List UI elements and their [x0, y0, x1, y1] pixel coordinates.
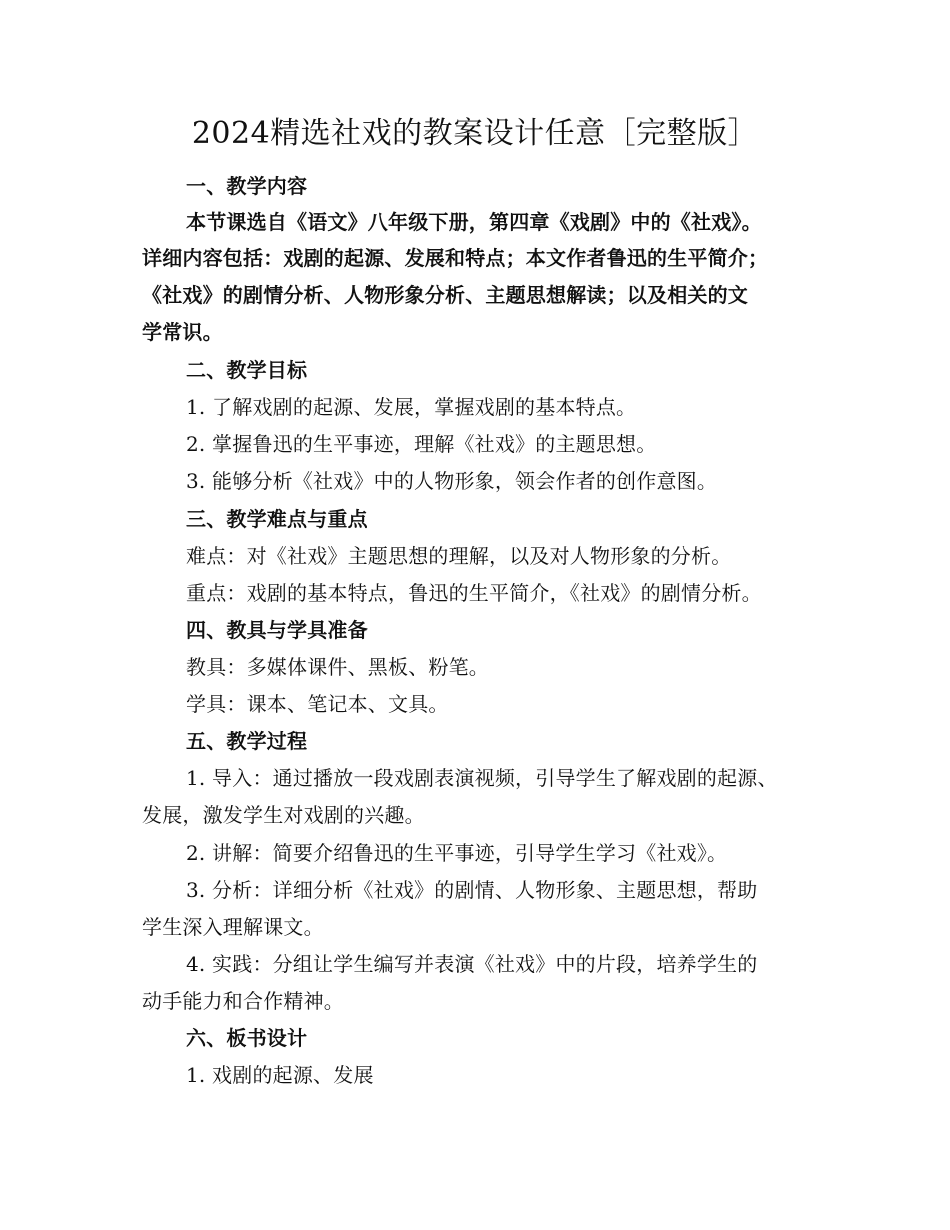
paragraph-line: 本节课选自《语文》八年级下册，第四章《戏剧》中的《社戏》。: [186, 210, 762, 234]
list-item: 2. 掌握鲁迅的生平事迹，理解《社戏》的主题思想。: [186, 432, 657, 456]
list-item-continuation: 学生深入理解课文。: [142, 915, 324, 939]
list-item: 4. 实践：分组让学生编写并表演《社戏》中的片段，培养学生的: [186, 952, 758, 976]
paragraph-line: 教具：多媒体课件、黑板、粉笔。: [186, 655, 489, 679]
list-item-continuation: 动手能力和合作精神。: [142, 989, 344, 1013]
document-title: 2024精选社戏的教案设计任意［完整版］: [191, 116, 759, 151]
paragraph-line: 《社戏》的剧情分析、人物形象分析、主题思想解读；以及相关的文: [142, 283, 748, 307]
section-heading: 四、教具与学具准备: [186, 618, 368, 642]
section-heading: 三、教学难点与重点: [186, 507, 368, 531]
paragraph-line: 详细内容包括：戏剧的起源、发展和特点；本文作者鲁迅的生平简介；: [142, 246, 769, 270]
list-item-continuation: 发展，激发学生对戏剧的兴趣。: [142, 803, 425, 827]
section-heading: 二、教学目标: [186, 358, 308, 382]
paragraph-line: 难点：对《社戏》主题思想的理解，以及对人物形象的分析。: [186, 544, 732, 568]
list-item: 1. 戏剧的起源、发展: [186, 1063, 374, 1087]
list-item: 1. 导入：通过播放一段戏剧表演视频，引导学生了解戏剧的起源、: [186, 766, 778, 790]
list-item: 3. 能够分析《社戏》中的人物形象，领会作者的创作意图。: [186, 469, 718, 493]
section-heading: 一、教学内容: [186, 174, 308, 198]
section-heading: 五、教学过程: [186, 729, 308, 753]
section-heading: 六、板书设计: [186, 1026, 308, 1050]
paragraph-line: 学常识。: [142, 320, 223, 344]
list-item: 2. 讲解：简要介绍鲁迅的生平事迹，引导学生学习《社戏》。: [186, 841, 728, 865]
list-item: 3. 分析：详细分析《社戏》的剧情、人物形象、主题思想，帮助: [186, 878, 758, 902]
paragraph-line: 学具：课本、笔记本、文具。: [186, 692, 449, 716]
paragraph-line: 重点：戏剧的基本特点，鲁迅的生平简介，《社戏》的剧情分析。: [186, 581, 762, 605]
list-item: 1. 了解戏剧的起源、发展，掌握戏剧的基本特点。: [186, 395, 637, 419]
